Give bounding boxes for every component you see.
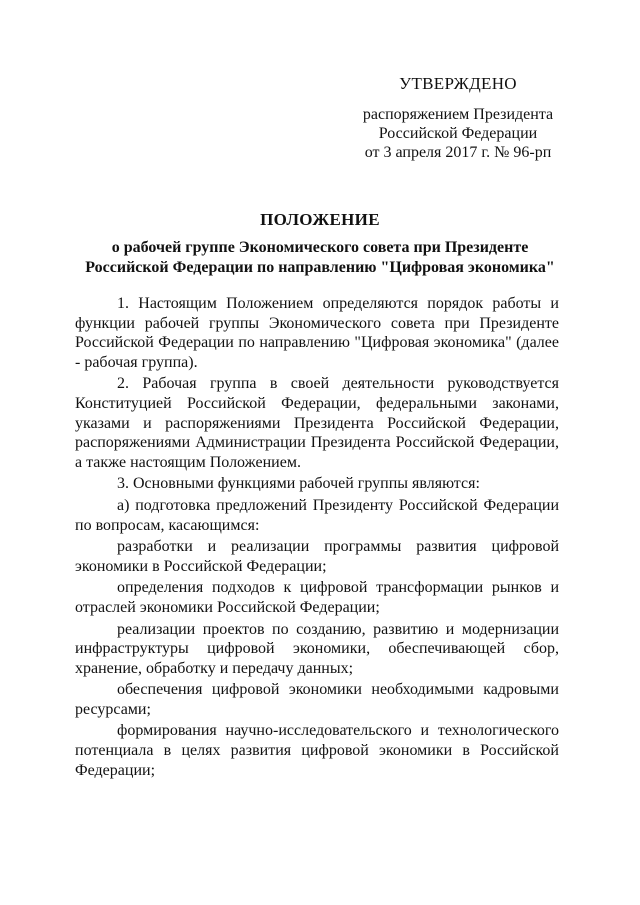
paragraph-item-5: формирования научно-исследовательского и технологического потенциала в целях развития цифровой экономики в Российской Федерации; <box>75 722 559 779</box>
approval-line-1: распоряжением Президента <box>362 106 554 123</box>
title-subtitle-line-2: Российской Федерации по направлению "Цифровая экономика" <box>85 259 555 276</box>
paragraph-item-3: реализации проектов по созданию, развитию и модернизации инфраструктуры цифровой экономики, обеспечивающей сбор, хранение, обработку и передачу данных; <box>75 620 559 677</box>
paragraph-1: 1. Настоящим Положением определяются порядок работы и функции рабочей группы Экономического совета при Президенте Российской Федерации по направлению "Цифровая экономика" (далее - рабочая группа). <box>75 295 559 371</box>
paragraph-3a: а) подготовка предложений Президенту Российской Федерации по вопросам, касающимся: <box>75 496 559 534</box>
paragraph-3: 3. Основными функциями рабочей группы являются: <box>117 475 480 493</box>
title-subtitle-line-1: о рабочей группе Экономического совета при Президенте <box>111 239 529 256</box>
document-body <box>75 294 559 782</box>
paragraph-item-2: определения подходов к цифровой трансформации рынков и отраслей экономики Российской Федерации; <box>75 579 559 616</box>
title-heading: ПОЛОЖЕНИЕ <box>260 210 380 229</box>
paragraph-2: 2. Рабочая группа в своей деятельности руководствуется Конституцией Российской Федерации, федеральными законами, указами и распоряжениями Президента Российской Федерации, распоряжениями Администрации Президента Российской Федерации, а также настоящим Положением. <box>75 375 559 471</box>
approval-line-2: Российской Федерации <box>378 125 538 142</box>
paragraph-item-4: обеспечения цифровой экономики необходимыми кадровыми ресурсами; <box>75 681 559 718</box>
paragraph-item-1: разработки и реализации программы развития цифровой экономики в Российской Федерации; <box>75 538 559 575</box>
approval-line-3: от 3 апреля 2017 г. № 96-рп <box>364 144 552 161</box>
approval-stamp: УТВЕРЖДЕНО <box>399 74 517 93</box>
approval-block <box>346 74 570 162</box>
document-title <box>70 210 570 278</box>
